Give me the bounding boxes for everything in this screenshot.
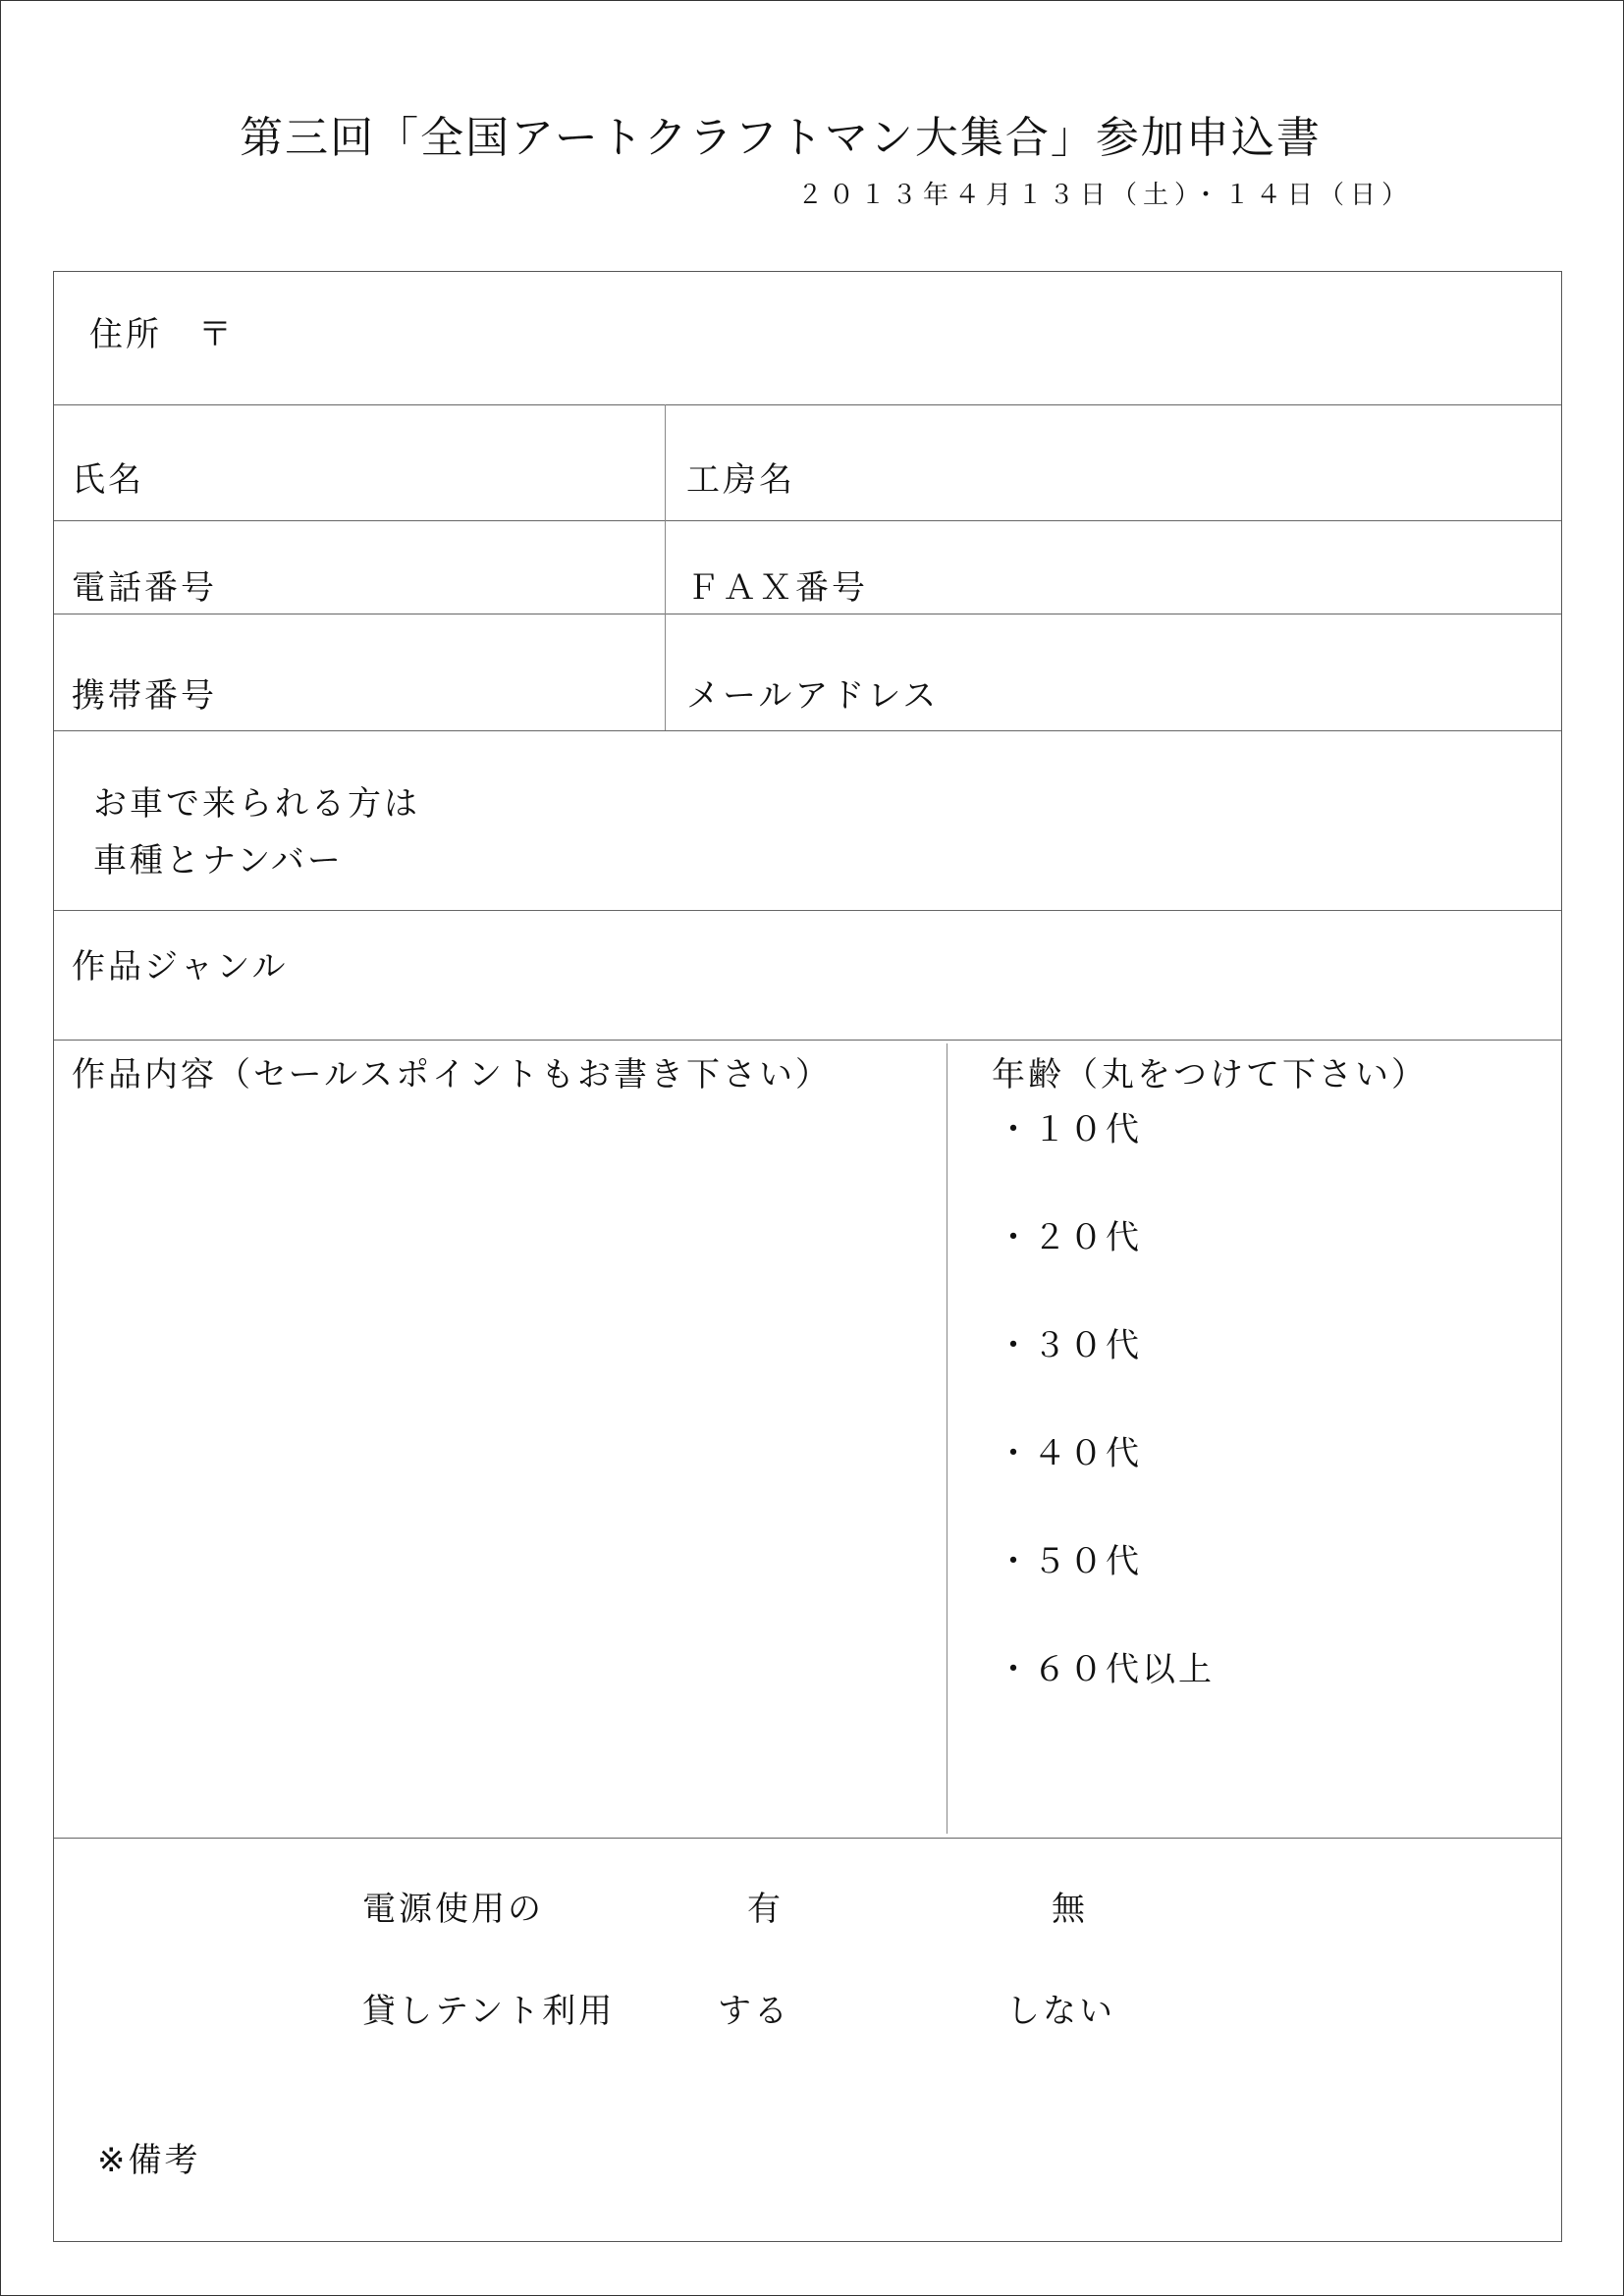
- age-option-30s[interactable]: ・３０代: [997, 1326, 1142, 1365]
- age-label: 年齢（丸をつけて下さい）: [992, 1055, 1428, 1095]
- content-label: 作品内容（セールスポイントもお書き下さい）: [72, 1055, 832, 1095]
- age-option-50s[interactable]: ・５０代: [997, 1542, 1142, 1581]
- application-form: [53, 271, 1562, 2242]
- column-divider: [665, 404, 666, 730]
- phone-label: 電話番号: [72, 568, 217, 608]
- row-divider: [54, 730, 1561, 731]
- car-label-line1: お車で来られる方は: [93, 784, 420, 824]
- row-divider: [54, 520, 1561, 521]
- email-label: メールアドレス: [686, 676, 940, 716]
- tent-no-option[interactable]: しない: [1006, 1992, 1115, 2031]
- notes-label: ※備考: [97, 2141, 201, 2180]
- power-yes-option[interactable]: 有: [747, 1890, 784, 1929]
- tent-yes-option[interactable]: する: [718, 1992, 790, 2031]
- studio-name-label: 工房名: [686, 460, 795, 500]
- age-option-10s[interactable]: ・１０代: [997, 1110, 1142, 1149]
- power-label: 電源使用の: [362, 1890, 544, 1929]
- tent-label: 貸しテント利用: [362, 1992, 616, 2031]
- row-divider: [54, 910, 1561, 911]
- age-option-20s[interactable]: ・２０代: [997, 1218, 1142, 1257]
- age-option-60s-plus[interactable]: ・６０代以上: [997, 1650, 1215, 1689]
- mobile-label: 携帯番号: [72, 676, 217, 716]
- event-date: ２０１３年４月１３日（土）・１４日（日）: [796, 181, 1413, 210]
- age-option-40s[interactable]: ・４０代: [997, 1434, 1142, 1473]
- fax-label: ＦＡＸ番号: [686, 568, 868, 608]
- row-divider: [54, 1838, 1561, 1839]
- row-divider: [54, 1040, 1561, 1041]
- form-title: 第三回「全国アートクラフトマン大集合」参加申込書: [240, 113, 1322, 163]
- power-no-option[interactable]: 無: [1052, 1890, 1088, 1929]
- car-label-line2: 車種とナンバー: [93, 841, 344, 881]
- row-divider: [54, 404, 1561, 405]
- genre-label: 作品ジャンル: [72, 947, 289, 987]
- name-label: 氏名: [72, 460, 144, 500]
- address-label: 住所 〒: [89, 315, 235, 354]
- address-field[interactable]: [54, 272, 1561, 404]
